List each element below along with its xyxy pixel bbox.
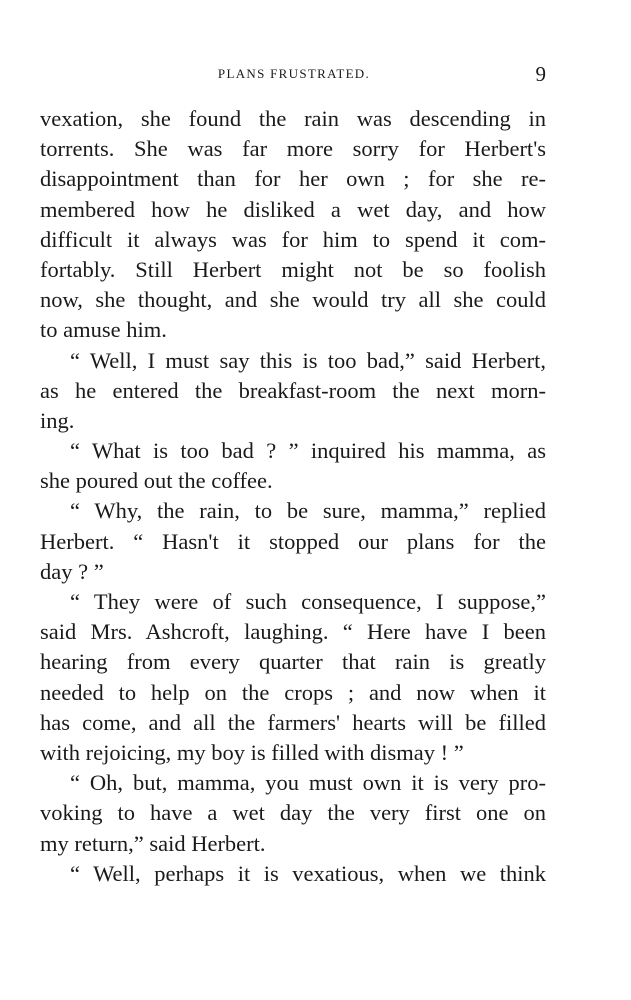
body-text [40, 104, 546, 889]
text-line: torrents. She was far more sorry for Herbert's [40, 136, 546, 162]
text-line: with rejoicing, my boy is filled with dismay ! ” [40, 739, 464, 765]
text-line: ing. [40, 407, 75, 433]
text-line: my return,” said Herbert. [40, 830, 266, 856]
running-head [40, 62, 548, 86]
text-line: hearing from every quarter that rain is greatly [40, 649, 546, 675]
text-line: she poured out the coffee. [40, 468, 273, 494]
text-line: “ What is too bad ? ” inquired his mamma, as [70, 438, 546, 464]
text-line: Herbert. “ Hasn't it stopped our plans for the [40, 528, 546, 554]
text-line: “ Well, I must say this is too bad,” said Herbert, [70, 347, 546, 373]
page-number: 9 [535, 62, 546, 86]
text-line: needed to help on the crops ; and now when it [40, 679, 546, 705]
text-line: to amuse him. [40, 317, 167, 343]
running-title: PLANS FRUSTRATED. [217, 66, 371, 81]
text-line: has come, and all the farmers' hearts will be filled [40, 709, 546, 735]
text-line: “ They were of such consequence, I suppose,” [70, 589, 546, 614]
text-line: “ Oh, but, mamma, you must own it is very pro- [70, 770, 546, 796]
text-line: “ Well, perhaps it is vexatious, when we think [70, 860, 546, 886]
text-line: membered how he disliked a wet day, and how [40, 196, 546, 222]
text-line: difficult it always was for him to spend it com- [40, 226, 546, 252]
text-line: as he entered the breakfast-room the next morn- [40, 377, 546, 403]
text-line: day ? ” [40, 558, 104, 584]
text-line: disappointment than for her own ; for she re- [40, 166, 546, 192]
text-line: now, she thought, and she would try all she could [40, 287, 546, 313]
text-line: said Mrs. Ashcroft, laughing. “ Here have I been [40, 619, 546, 645]
text-line: vexation, she found the rain was descending in [40, 106, 546, 131]
text-line: fortably. Still Herbert might not be so foolish [40, 256, 546, 282]
text-line: voking to have a wet day the very first one on [40, 800, 546, 826]
text-line: “ Why, the rain, to be sure, mamma,” replied [70, 498, 546, 524]
